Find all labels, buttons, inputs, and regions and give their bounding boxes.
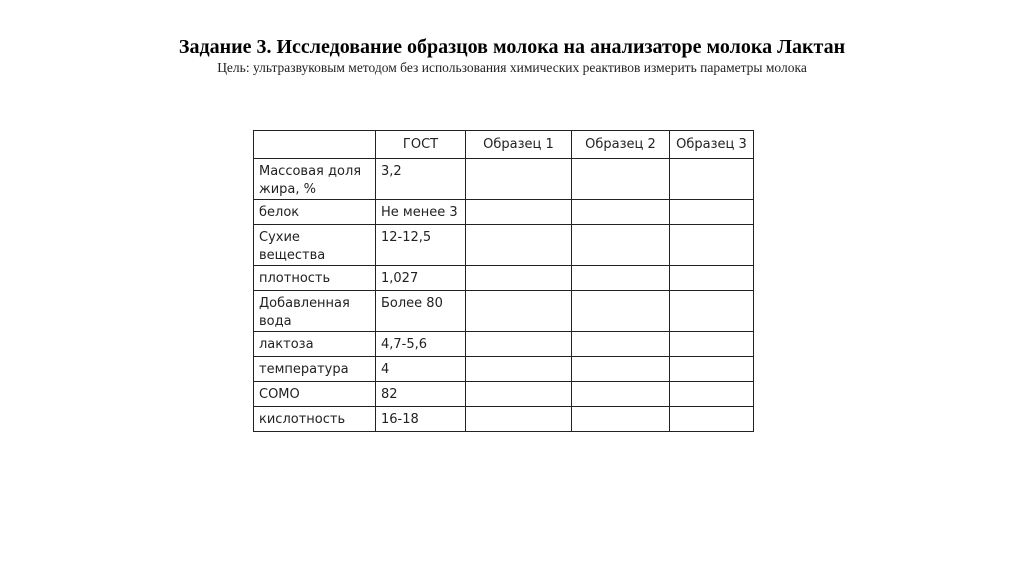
sample-1-cell [466,159,572,200]
row-label: СОМО [254,382,376,407]
row-label: Массовая доля жира, % [254,159,376,200]
table-row [254,357,754,382]
header-cell-sample-1: Образец 1 [466,131,572,159]
sample-2-cell [572,291,670,332]
sample-2-cell [572,225,670,266]
sample-2-cell [572,407,670,432]
row-label: Сухие вещества [254,225,376,266]
table-row [254,407,754,432]
row-label: белок [254,200,376,225]
sample-3-cell [670,200,754,225]
sample-3-cell [670,225,754,266]
header-cell-sample-2: Образец 2 [572,131,670,159]
gost-value: Более 80 [376,291,466,332]
sample-3-cell [670,291,754,332]
table-row [254,332,754,357]
table-row [254,382,754,407]
sample-1-cell [466,382,572,407]
gost-value: 12-12,5 [376,225,466,266]
sample-1-cell [466,225,572,266]
milk-parameters-table [253,130,754,432]
header-cell-sample-3: Образец 3 [670,131,754,159]
table-row [254,225,754,266]
gost-value: Не менее 3 [376,200,466,225]
sample-1-cell [466,200,572,225]
gost-value: 4,7-5,6 [376,332,466,357]
row-label: лактоза [254,332,376,357]
sample-2-cell [572,266,670,291]
table-row [254,159,754,200]
sample-3-cell [670,159,754,200]
table-header-row [254,131,754,159]
table-row [254,200,754,225]
table-row [254,266,754,291]
gost-value: 1,027 [376,266,466,291]
sample-3-cell [670,357,754,382]
sample-3-cell [670,382,754,407]
row-label: кислотность [254,407,376,432]
sample-1-cell [466,332,572,357]
sample-1-cell [466,291,572,332]
gost-value: 16-18 [376,407,466,432]
sample-2-cell [572,382,670,407]
gost-value: 4 [376,357,466,382]
gost-value: 3,2 [376,159,466,200]
page-title: Задание 3. Исследование образцов молока на анализаторе молока Лактан [178,36,846,58]
sample-2-cell [572,357,670,382]
sample-3-cell [670,266,754,291]
header-cell-gost: ГОСТ [376,131,466,159]
sample-2-cell [572,200,670,225]
sample-3-cell [670,407,754,432]
gost-value: 82 [376,382,466,407]
sample-3-cell [670,332,754,357]
sample-2-cell [572,159,670,200]
row-label: плотность [254,266,376,291]
sample-1-cell [466,266,572,291]
table-row [254,291,754,332]
header-cell-blank [254,131,376,159]
sample-2-cell [572,332,670,357]
row-label: Добавленная вода [254,291,376,332]
sample-1-cell [466,357,572,382]
page-subtitle: Цель: ультразвуковым методом без использования химических реактивов измерить параметры молока [217,60,807,75]
row-label: температура [254,357,376,382]
sample-1-cell [466,407,572,432]
